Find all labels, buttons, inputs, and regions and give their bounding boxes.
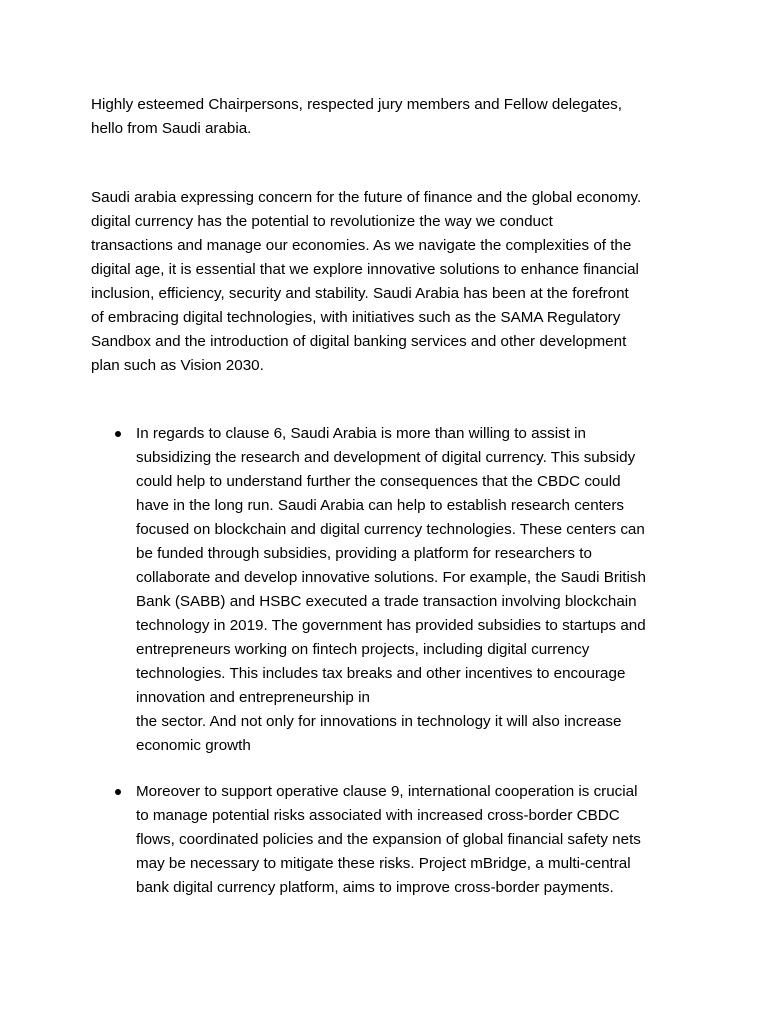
text-line: Bank (SABB) and HSBC executed a trade transaction involving blockchain <box>136 593 637 610</box>
text-line: subsidizing the research and development of digital currency. This subsidy <box>136 449 636 466</box>
bullet-icon <box>115 431 121 437</box>
text-line: flows, coordinated policies and the expansion of global financial safety nets <box>136 831 641 848</box>
text-line: be funded through subsidies, providing a platform for researchers to <box>136 545 592 562</box>
text-line: In regards to clause 6, Saudi Arabia is more than willing to assist in <box>136 425 586 442</box>
text-line: the sector. And not only for innovations in technology it will also increase <box>136 713 622 730</box>
text-line: digital age, it is essential that we explore innovative solutions to enhance financial <box>91 261 639 278</box>
text-line: could help to understand further the consequences that the CBDC could <box>136 473 621 490</box>
text-line: may be necessary to mitigate these risks. Project mBridge, a multi-central <box>136 855 631 872</box>
bullet-text <box>136 780 696 900</box>
text-line: digital currency has the potential to revolutionize the way we conduct <box>91 213 553 230</box>
text-line: Saudi arabia expressing concern for the future of finance and the global economy. <box>91 189 642 206</box>
text-line: of embracing digital technologies, with initiatives such as the SAMA Regulatory <box>91 309 621 326</box>
text-line: Highly esteemed Chairpersons, respected jury members and Fellow delegates, <box>91 96 622 113</box>
text-line: technology in 2019. The government has provided subsidies to startups and <box>136 617 646 634</box>
text-line: have in the long run. Saudi Arabia can help to establish research centers <box>136 497 624 514</box>
text-line: hello from Saudi arabia. <box>91 120 252 137</box>
bullet-text <box>136 422 696 758</box>
text-line: collaborate and develop innovative solutions. For example, the Saudi British <box>136 569 646 586</box>
text-line: innovation and entrepreneurship in <box>136 689 370 706</box>
text-line: transactions and manage our economies. As we navigate the complexities of the <box>91 237 632 254</box>
text-line: inclusion, efficiency, security and stability. Saudi Arabia has been at the forefront <box>91 285 629 302</box>
text-line: to manage potential risks associated with increased cross-border CBDC <box>136 807 620 824</box>
intro-paragraph <box>91 186 691 378</box>
text-line: entrepreneurs working on fintech projects, including digital currency <box>136 641 590 658</box>
text-line: technologies. This includes tax breaks and other incentives to encourage <box>136 665 626 682</box>
text-line: bank digital currency platform, aims to improve cross-border payments. <box>136 879 614 896</box>
text-line: Sandbox and the introduction of digital banking services and other development <box>91 333 627 350</box>
text-line: economic growth <box>136 737 251 754</box>
text-line: plan such as Vision 2030. <box>91 357 264 374</box>
bullet-icon <box>115 789 121 795</box>
greeting-paragraph <box>91 93 691 141</box>
text-line: Moreover to support operative clause 9, international cooperation is crucial <box>136 783 638 800</box>
text-line: focused on blockchain and digital currency technologies. These centers can <box>136 521 645 538</box>
